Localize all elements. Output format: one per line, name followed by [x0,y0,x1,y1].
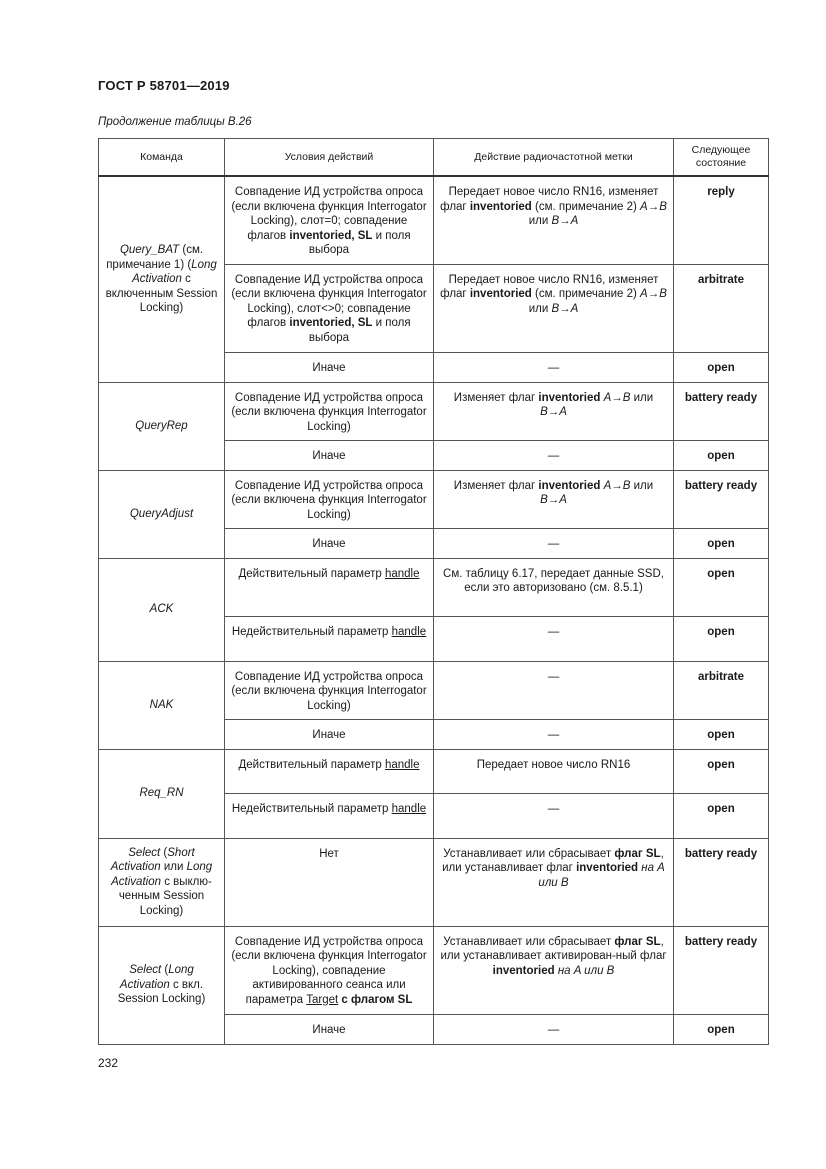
command-cell: NAK [99,661,225,749]
condition-cell: Иначе [225,352,434,382]
command-cell: Select (Long Activation с вкл. Session Locking) [99,926,225,1044]
column-header-tag-action: Действие радиочастотной метки [434,139,674,177]
command-cell: QueryRep [99,382,225,470]
table-row [99,749,769,793]
next-state-cell: reply [674,176,769,264]
next-state-cell: battery ready [674,470,769,528]
next-state-cell: open [674,1014,769,1044]
condition-cell: Совпадение ИД устройства опроса (если включена функция Interrogator Locking), совпадение активированного сеанса или параметра Target с флагом SL [225,926,434,1014]
action-cell: Изменяет флаг inventoried A→B или B→A [434,470,674,528]
next-state-cell: arbitrate [674,264,769,352]
action-cell: — [434,352,674,382]
next-state-cell: open [674,440,769,470]
command-cell: QueryAdjust [99,470,225,558]
table-row [99,838,769,926]
condition-cell: Нет [225,838,434,926]
table-row [99,926,769,1014]
action-cell: — [434,440,674,470]
condition-cell: Недействительный параметр handle [225,793,434,838]
action-cell: — [434,719,674,749]
action-cell: Передает новое число RN16, изменяет флаг inventoried (см. примечание 2) A→B или B→A [434,264,674,352]
action-cell: См. таблицу 6.17, передает данные SSD, если это авторизовано (см. 8.5.1) [434,558,674,616]
table-row [99,176,769,264]
condition-cell: Совпадение ИД устройства опроса (если включена функция Interrogator Locking) [225,382,434,440]
action-cell: — [434,1014,674,1044]
condition-cell: Иначе [225,1014,434,1044]
command-cell: Query_BAT (см. примечание 1) (Long Activation с включенным Session Locking) [99,176,225,382]
next-state-cell: open [674,719,769,749]
next-state-cell: open [674,793,769,838]
document-id: ГОСТ Р 58701—2019 [98,78,230,93]
next-state-cell: open [674,749,769,793]
condition-cell: Совпадение ИД устройства опроса (если включена функция Interrogator Locking) [225,661,434,719]
condition-cell: Иначе [225,440,434,470]
table-row [99,661,769,719]
command-cell: ACK [99,558,225,661]
action-cell: Передает новое число RN16, изменяет флаг inventoried (см. примечание 2) A→B или B→A [434,176,674,264]
condition-cell: Недействительный параметр handle [225,616,434,661]
action-cell: — [434,793,674,838]
next-state-cell: open [674,558,769,616]
action-cell: — [434,528,674,558]
table-continuation-caption: Продолжение таблицы В.26 [98,116,252,128]
action-cell: — [434,661,674,719]
table-header-row [99,139,769,177]
state-transition-table [98,138,769,1045]
table-row [99,558,769,616]
command-cell: Req_RN [99,749,225,838]
next-state-cell: open [674,528,769,558]
next-state-cell: open [674,352,769,382]
next-state-cell: open [674,616,769,661]
condition-cell: Совпадение ИД устройства опроса (если включена функция Interrogator Locking) [225,470,434,528]
table-row [99,382,769,440]
action-cell: Устанавливает или сбрасывает флаг SL, или устанавливает флаг inventoried на A или B [434,838,674,926]
page-number: 232 [98,1056,119,1070]
column-header-next-state: Следующее состояние [674,139,769,177]
condition-cell: Совпадение ИД устройства опроса (если включена функция Interrogator Locking), слот=0; совпадение флагов inventoried, SL и поля выбора [225,176,434,264]
column-header-conditions: Условия действий [225,139,434,177]
action-cell: Устанавливает или сбрасывает флаг SL, или устанавливает активирован-ный флаг inventoried на A или B [434,926,674,1014]
next-state-cell: battery ready [674,838,769,926]
condition-cell: Иначе [225,528,434,558]
condition-cell: Иначе [225,719,434,749]
next-state-cell: battery ready [674,926,769,1014]
condition-cell: Действительный параметр handle [225,558,434,616]
condition-cell: Действительный параметр handle [225,749,434,793]
command-cell: Select (Short Activation или Long Activation с выклю-ченным Session Locking) [99,838,225,926]
next-state-cell: arbitrate [674,661,769,719]
column-header-command: Команда [99,139,225,177]
condition-cell: Совпадение ИД устройства опроса (если включена функция Interrogator Locking), слот<>0; совпадение флагов inventoried, SL и поля выбора [225,264,434,352]
next-state-cell: battery ready [674,382,769,440]
action-cell: Изменяет флаг inventoried A→B или B→A [434,382,674,440]
table-row [99,470,769,528]
action-cell: Передает новое число RN16 [434,749,674,793]
action-cell: — [434,616,674,661]
